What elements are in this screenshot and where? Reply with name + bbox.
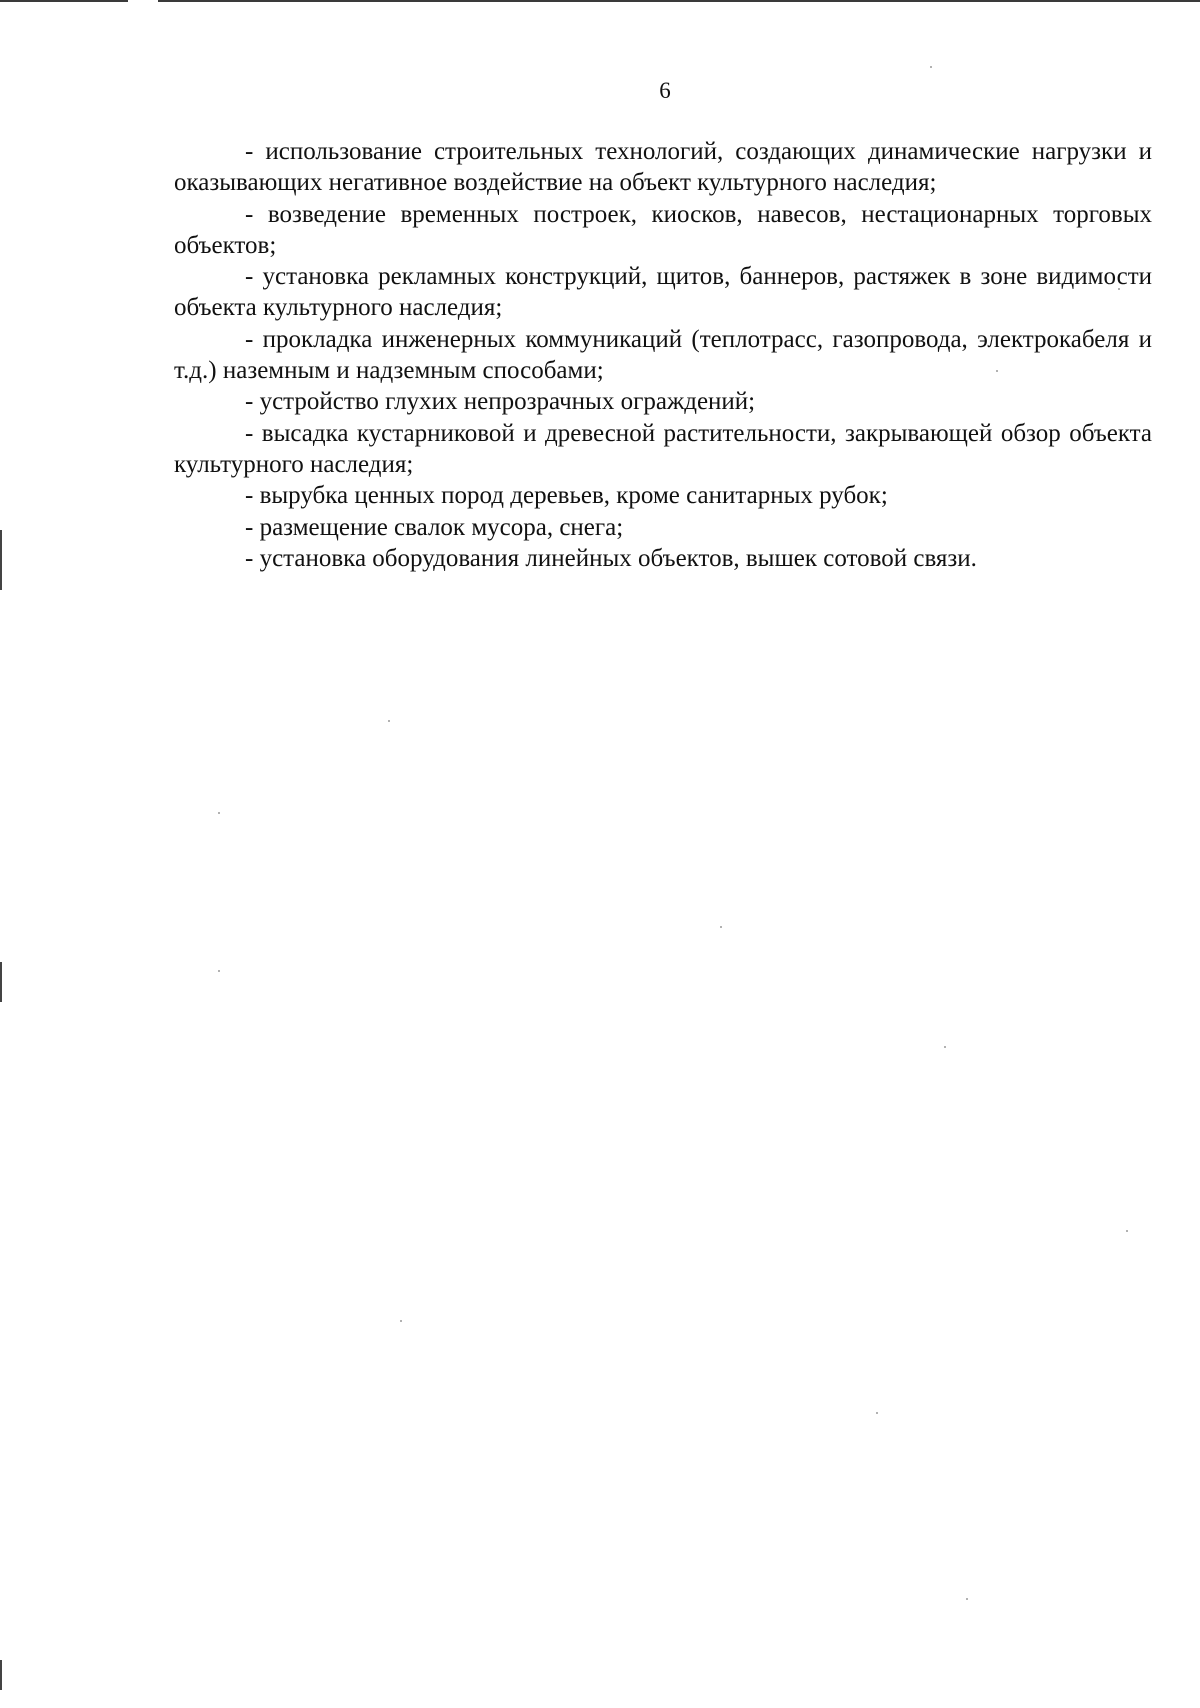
list-item: - использование строительных технологий, создающих динамические нагрузки и оказывающих негативное воздействие на объект культурного наследия; xyxy=(174,138,1152,197)
scan-speck xyxy=(944,1046,946,1048)
scan-speck xyxy=(388,720,390,722)
restrictions-list xyxy=(174,136,1152,574)
scan-speck xyxy=(218,970,220,972)
scan-left-edge-mark xyxy=(0,1660,2,1690)
scan-left-edge-mark xyxy=(0,530,2,590)
scan-speck xyxy=(218,812,220,814)
list-item: - установка оборудования линейных объектов, вышек сотовой связи. xyxy=(245,544,977,572)
list-item: - устройство глухих непрозрачных ограждений; xyxy=(245,388,756,416)
scan-top-edge xyxy=(0,0,1200,2)
list-item: - возведение временных построек, киосков, навесов, нестационарных торговых объектов; xyxy=(174,200,1152,259)
list-item: - высадка кустарниковой и древесной растительности, закрывающей обзор объекта культурного наследия; xyxy=(174,419,1152,478)
scan-speck xyxy=(876,1412,878,1414)
scan-speck xyxy=(966,1598,968,1600)
page-number: 6 xyxy=(659,78,671,103)
list-item: - размещение свалок мусора, снега; xyxy=(245,513,624,541)
scan-top-edge-gap xyxy=(128,0,158,3)
scan-speck xyxy=(720,926,722,928)
list-item: - вырубка ценных пород деревьев, кроме санитарных рубок; xyxy=(245,482,888,510)
scan-speck xyxy=(1126,1230,1128,1232)
list-item: - прокладка инженерных коммуникаций (теплотрасс, газопровода, электрокабеля и т.д.) наземным и надземным способами; xyxy=(174,325,1152,385)
scan-left-edge-mark xyxy=(0,962,2,1002)
list-item: - установка рекламных конструкций, щитов, баннеров, растяжек в зоне видимости объекта культурного наследия; xyxy=(174,263,1152,322)
scan-speck xyxy=(930,66,932,68)
scan-speck xyxy=(400,1320,402,1322)
